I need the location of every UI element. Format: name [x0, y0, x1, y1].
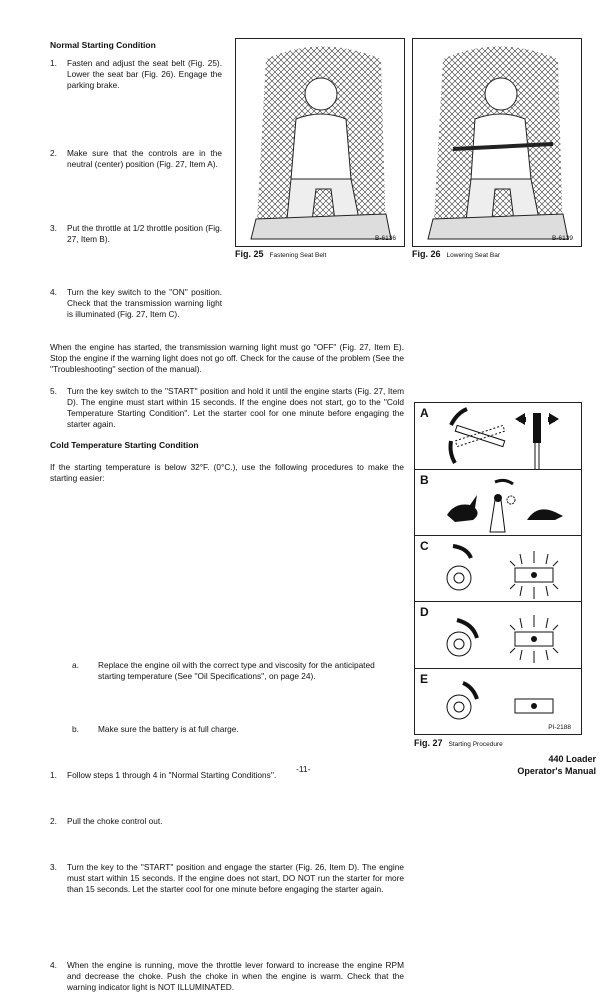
fig26-caption [412, 249, 500, 259]
step-text: Replace the engine oil with the correct type and viscosity for the anticipated starting temperature (See ''Oil Specifications'', on page 24). [98, 660, 375, 681]
normal-after-text: When the engine has started, the transmission warning light must go ''OFF'' (Fig. 27, Item E). Stop the engine if the warning light does not go off. Check for the cause of the problem (See the ''Troubleshooting'' section of the manual). [50, 342, 404, 374]
cold-heading: Cold Temperature Starting Condition [50, 440, 199, 450]
panel-label: B [420, 473, 429, 487]
step-number: 4. [50, 960, 57, 970]
step-number: 2. [50, 148, 57, 158]
operator-seat-belt-drawing [236, 39, 405, 247]
cold-intro: If the starting temperature is below 32°F. (0°C.), use the following procedures to make the starting easier: [50, 462, 404, 483]
fig27-caption [414, 738, 503, 748]
step-number: 5. [50, 386, 57, 396]
panel-label: D [420, 605, 429, 619]
normal-step-4 [50, 287, 222, 320]
fig-caption-text: Lowering Seat Bar [446, 252, 500, 259]
step-number: a. [72, 660, 79, 670]
step-text: Put the throttle at 1/2 throttle position (Fig. 27, Item B). [67, 223, 222, 244]
fig-number: Fig. 26 [412, 249, 441, 259]
fig-number: Fig. 27 [414, 738, 443, 748]
cold-step-1 [50, 770, 404, 781]
cold-sub-b [72, 724, 404, 735]
normal-step-3 [50, 223, 222, 245]
normal-step-2 [50, 148, 222, 170]
step-text: Follow steps 1 through 4 in ''Normal Starting Conditions''. [67, 770, 277, 780]
panel-label: E [420, 672, 429, 686]
fig27-illustration [414, 402, 582, 735]
step-text: Pull the choke control out. [67, 816, 163, 826]
step-number: 2. [50, 816, 57, 826]
fig27-code: PI-2188 [548, 724, 571, 731]
cold-step-4 [50, 960, 404, 993]
fig25-illustration [235, 38, 405, 247]
operator-seat-bar-drawing [413, 39, 582, 247]
fig-number: Fig. 25 [235, 249, 264, 259]
fig25-code: B-6136 [375, 235, 396, 242]
step-text: Make sure the battery is at full charge. [98, 724, 239, 734]
page-number: -11- [296, 764, 311, 774]
key-on-light-lit-icon [415, 536, 582, 602]
step-text: Turn the key switch to the ''START'' position and hold it until the engine starts (Fig. 27, Item D). The engine must start within 15 seconds. If the engine does not start, go to the ''Cold Temperature Starting Condition''. Let the starter cool for one minute before engaging the starter again. [67, 386, 404, 429]
step-number: b. [72, 724, 79, 734]
panel-label: C [420, 539, 429, 553]
step-number: 1. [50, 770, 57, 780]
panel-label: A [420, 406, 429, 420]
key-start-light-lit-icon [415, 602, 582, 668]
throttle-rabbit-turtle-icon [415, 470, 582, 536]
cold-sub-a [72, 660, 404, 682]
panel-e [415, 669, 581, 735]
step-number: 3. [50, 223, 57, 233]
fig25-caption [235, 249, 326, 259]
fig26-code: B-6139 [552, 235, 573, 242]
manual-title-line1: 440 Loader [548, 754, 596, 764]
step-text: Fasten and adjust the seat belt (Fig. 25). Lower the seat bar (Fig. 26). Engage the parking brake. [67, 58, 222, 90]
step-number: 3. [50, 862, 57, 872]
step-text: Turn the key switch to the ''ON'' position. Check that the transmission warning light is illuminated (Fig. 27, Item C). [67, 287, 222, 319]
step-text: When the engine is running, move the throttle lever forward to increase the engine RPM and decrease the choke. Push the choke in when the engine is warm. Check that the warning indicator light is NOT ILLUMINATED. [67, 960, 404, 992]
step-text: Turn the key to the ''START'' position and engage the starter (Fig. 26, Item D). The engine must start within 15 seconds. If the engine does not start, DO NOT run the starter for more than 15 seconds. Let the starter cool for one minute before engaging the starter again. [67, 862, 404, 894]
normal-step-1 [50, 58, 222, 91]
step-number: 4. [50, 287, 57, 297]
panel-d [415, 602, 581, 669]
panel-a [415, 403, 581, 470]
fig-caption-text: Starting Procedure [448, 741, 503, 748]
neutral-controls-icon [415, 403, 582, 469]
manual-title-line2: Operator's Manual [517, 766, 596, 776]
step-number: 1. [50, 58, 57, 68]
cold-step-3 [50, 862, 404, 895]
normal-heading: Normal Starting Condition [50, 40, 156, 50]
panel-b [415, 470, 581, 536]
panel-c [415, 536, 581, 602]
fig26-illustration [412, 38, 582, 247]
cold-step-2 [50, 816, 404, 827]
normal-step-5 [50, 386, 404, 430]
fig-caption-text: Fastening Seat Belt [269, 252, 327, 259]
step-text: Make sure that the controls are in the neutral (center) position (Fig. 27, Item A). [67, 148, 222, 169]
